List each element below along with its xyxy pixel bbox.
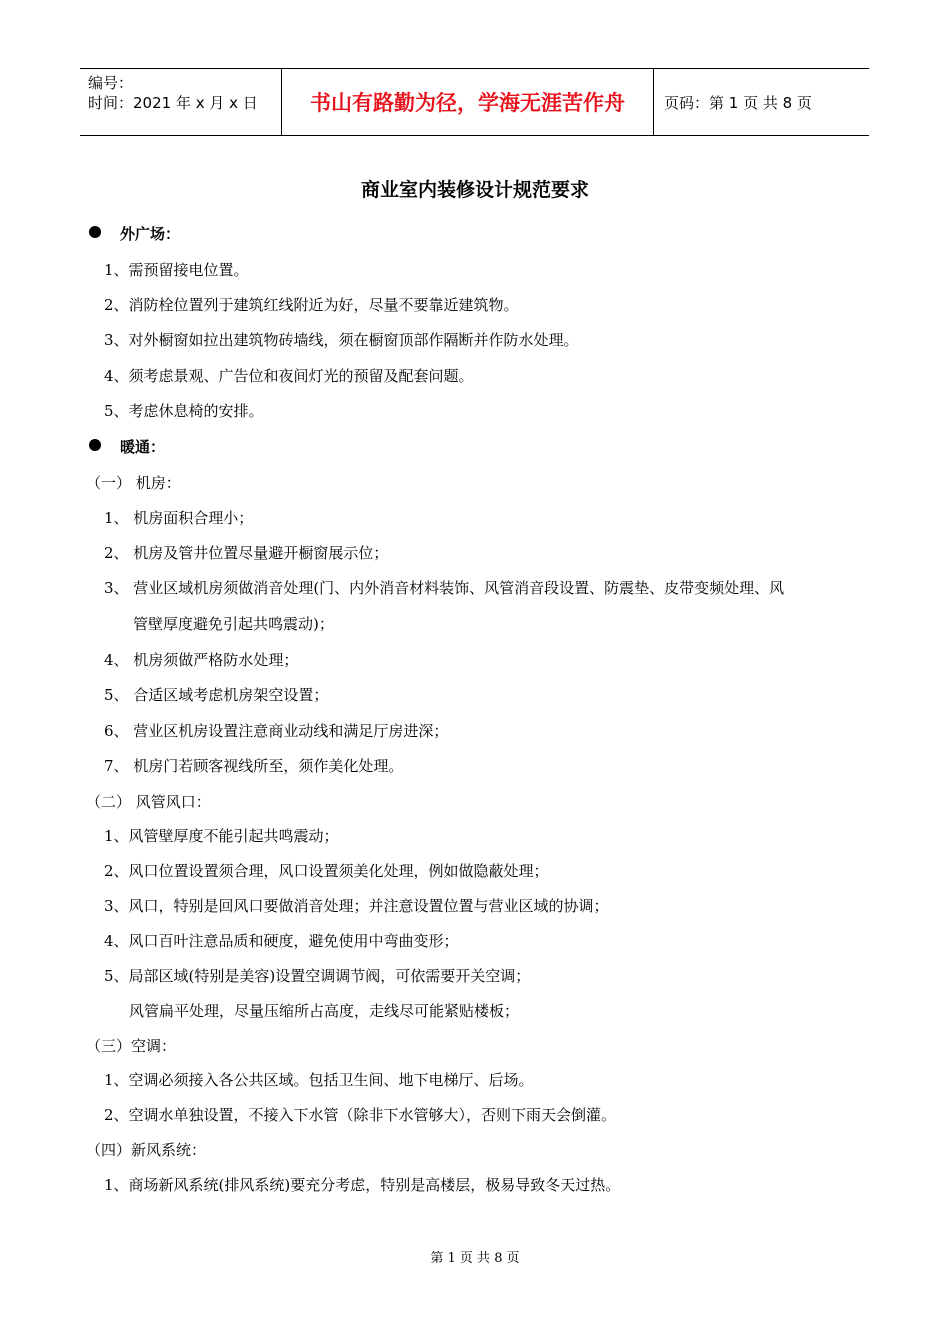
subsection-heading: （一） 机房： — [86, 474, 181, 492]
number-label: 编号： — [88, 74, 134, 92]
list-item: 3、对外橱窗如拉出建筑物砖墙线，须在橱窗顶部作隔断并作防水处理。 — [104, 331, 579, 349]
list-item: 4、风口百叶注意品质和硬度，避免使用中弯曲变形； — [104, 932, 459, 950]
list-item: 5、局部区域(特别是美容)设置空调调节阀，可依需要开关空调； — [104, 967, 531, 985]
header-left — [80, 69, 281, 135]
list-item: 2、空调水单独设置，不接入下水管（除非下水管够大），否则下雨天会倒灌。 — [104, 1106, 617, 1124]
section-heading-outdoor: 外广场： — [120, 225, 181, 243]
subsection-heading: （二） 风管风口： — [86, 793, 211, 811]
list-item: 6、 营业区机房设置注意商业动线和满足厅房进深； — [104, 722, 449, 740]
bullet-icon — [89, 226, 101, 238]
time-label: 时间：2021 年 x 月 x 日 — [88, 94, 258, 112]
page-label: 页码：第 1 页 共 8 页 — [664, 93, 812, 112]
list-item: 2、消防栓位置列于建筑红线附近为好，尽量不要靠近建筑物。 — [104, 296, 519, 314]
list-item: 5、 合适区域考虑机房架空设置； — [104, 686, 329, 704]
list-item: 5、考虑休息椅的安排。 — [104, 402, 264, 420]
section-heading-hvac: 暖通： — [120, 438, 166, 456]
page-header — [80, 68, 869, 136]
header-right — [654, 69, 869, 135]
list-item: 4、 机房须做严格防水处理； — [104, 651, 299, 669]
list-item: 2、风口位置设置须合理，风口设置须美化处理，例如做隐蔽处理； — [104, 862, 549, 880]
list-item: 3、 营业区域机房须做消音处理(门、内外消音材料装饰、风管消音段设置、防震垫、皮带变频处理、风 — [104, 579, 785, 597]
list-item: 2、 机房及管井位置尽量避开橱窗展示位； — [104, 544, 389, 562]
motto: 书山有路勤为径，学海无涯苦作舟 — [310, 91, 625, 115]
list-item: 3、风口，特别是回风口要做消音处理；并注意设置位置与营业区域的协调； — [104, 897, 609, 915]
list-item: 1、风管壁厚度不能引起共鸣震动； — [104, 827, 339, 845]
page-footer: 第 1 页 共 8 页 — [430, 1251, 520, 1266]
bullet-icon — [89, 439, 101, 451]
header-middle — [281, 69, 654, 135]
list-item: 1、空调必须接入各公共区域。包括卫生间、地下电梯厅、后场。 — [104, 1071, 534, 1089]
list-item: 1、 机房面积合理小； — [104, 509, 254, 527]
list-item: 7、 机房门若顾客视线所至，须作美化处理。 — [104, 757, 404, 775]
document-title: 商业室内装修设计规范要求 — [360, 179, 589, 201]
subsection-heading: （三）空调： — [86, 1037, 177, 1055]
list-item-continuation: 风管扁平处理，尽量压缩所占高度，走线尽可能紧贴楼板； — [129, 1002, 520, 1020]
list-item: 4、须考虑景观、广告位和夜间灯光的预留及配套问题。 — [104, 367, 474, 385]
list-item: 1、需预留接电位置。 — [104, 261, 249, 279]
list-item: 1、商场新风系统(排风系统)要充分考虑，特别是高楼层，极易导致冬天过热。 — [104, 1176, 621, 1194]
subsection-heading: （四）新风系统： — [86, 1141, 207, 1159]
list-item-continuation: 管壁厚度避免引起共鸣震动)； — [133, 615, 334, 633]
